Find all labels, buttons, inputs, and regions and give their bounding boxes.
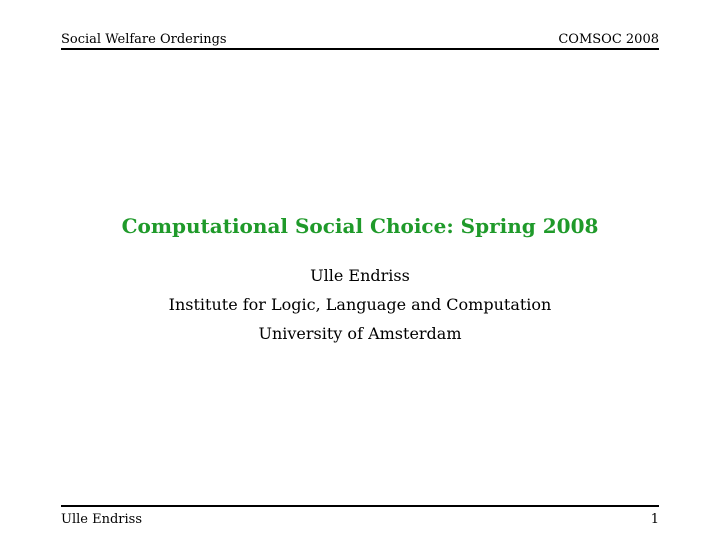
header-course: COMSOC 2008 xyxy=(558,32,659,47)
footer-author: Ulle Endriss xyxy=(61,512,142,527)
page-number: 1 xyxy=(650,512,659,527)
author-institute: Institute for Logic, Language and Computation xyxy=(168,295,552,314)
author-university: University of Amsterdam xyxy=(258,324,462,343)
slide-title: Computational Social Choice: Spring 2008 xyxy=(121,214,599,238)
footer-rule xyxy=(61,505,659,507)
slide-header xyxy=(61,31,659,49)
author-block xyxy=(0,261,720,348)
author-name: Ulle Endriss xyxy=(310,266,410,285)
header-rule xyxy=(61,48,659,50)
header-topic: Social Welfare Orderings xyxy=(61,32,227,47)
slide-footer xyxy=(61,511,659,529)
